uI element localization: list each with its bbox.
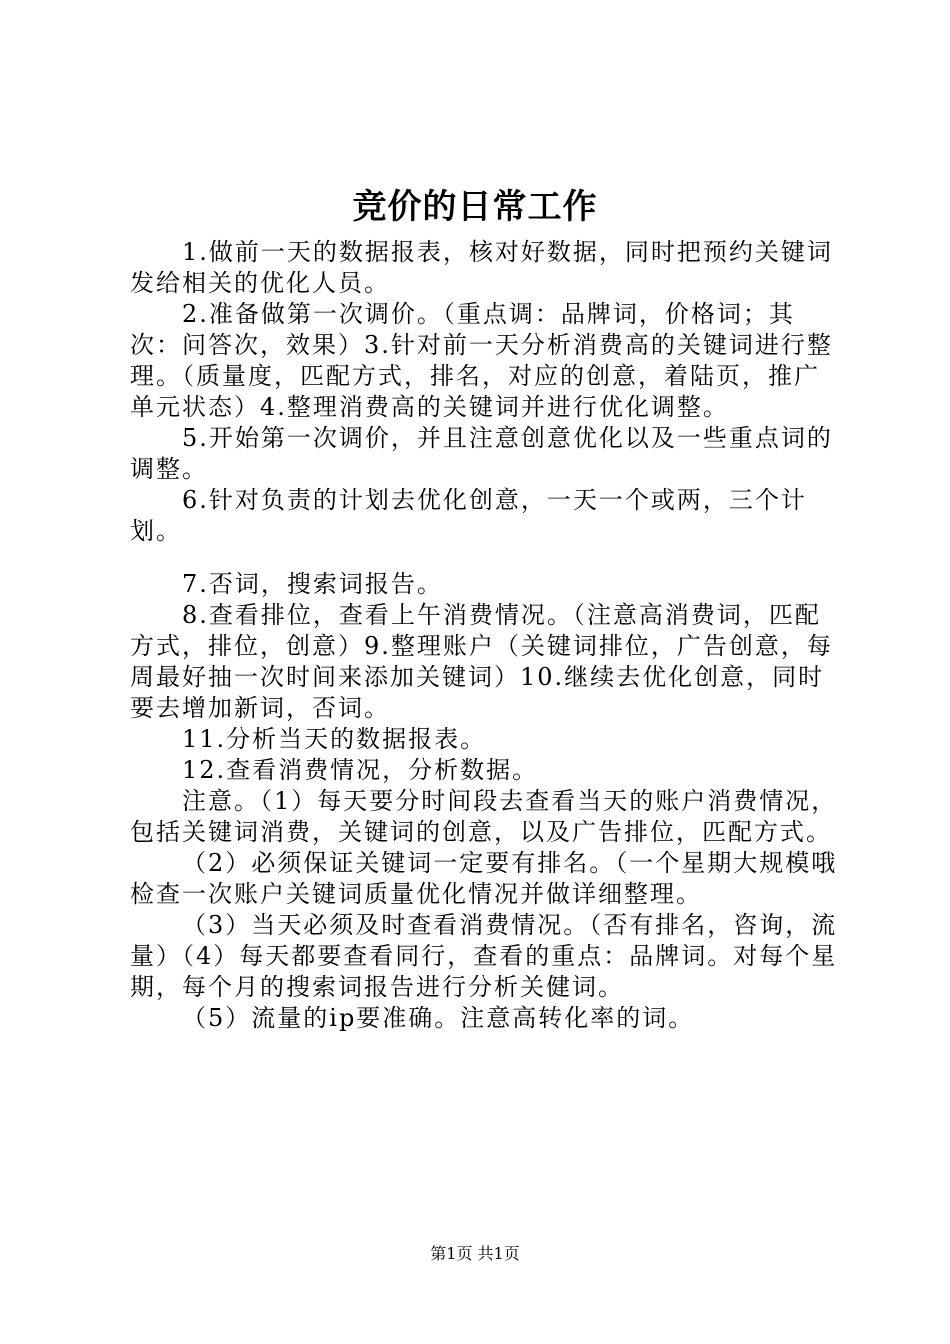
paragraph-6: 8.查看排位，查看上午消费情况。（注意高消费词，匹配方式，排位，创意）9.整理账户（关键词排位，广告创意，每周最好抽一次时间来添加关键词）10.继续去优化创意，同时要去增加新词，否词。 xyxy=(130,601,833,722)
paragraph-7: 11.分析当天的数据报表。 xyxy=(182,725,487,753)
paragraph-2: 2.准备做第一次调价。（重点调：品牌词，价格词；其次：问答次，效果）3.针对前一天分析消费高的关键词进行整理。（质量度，匹配方式，排名，对应的创意，着陆页，推广单元状态）4.整理消费高的关键词并进行优化调整。 xyxy=(130,300,833,421)
paragraph-10: （2）必须保证关键词一定要有排名。（一个星期大规模哦检查一次账户关键词质量优化情况并做详细整理。 xyxy=(130,849,838,908)
paragraph-3: 5.开始第一次调价，并且注意创意优化以及一些重点词的调整。 xyxy=(130,424,833,483)
paragraph-9: 注意。（1）每天要分时间段去查看当天的账户消费情况，包括关键词消费，关键词的创意，以及广告排位，匹配方式。 xyxy=(130,787,838,846)
paragraph-12: （5）流量的ip要准确。注意高转化率的词。 xyxy=(182,1004,695,1032)
document-title: 竞价的日常工作 xyxy=(352,187,598,227)
document-body xyxy=(130,237,840,1034)
paragraph-5: 7.否词，搜索词报告。 xyxy=(182,570,443,598)
page-footer: 第1页 共1页 xyxy=(430,1244,520,1263)
paragraph-4: 6.针对负责的计划去优化创意，一天一个或两，三个计划。 xyxy=(130,486,807,545)
paragraph-11: （3）当天必须及时查看消费情况。（否有排名，咨询，流量）（4）每天都要查看同行，查看的重点：品牌词。对每个星期，每个月的搜索词报告进行分析关健词。 xyxy=(130,911,838,1001)
paragraph-gap xyxy=(130,547,840,569)
paragraph-8: 12.查看消费情况，分析数据。 xyxy=(182,756,539,784)
paragraph-1: 1.做前一天的数据报表，核对好数据，同时把预约关键词发给相关的优化人员。 xyxy=(130,238,833,297)
